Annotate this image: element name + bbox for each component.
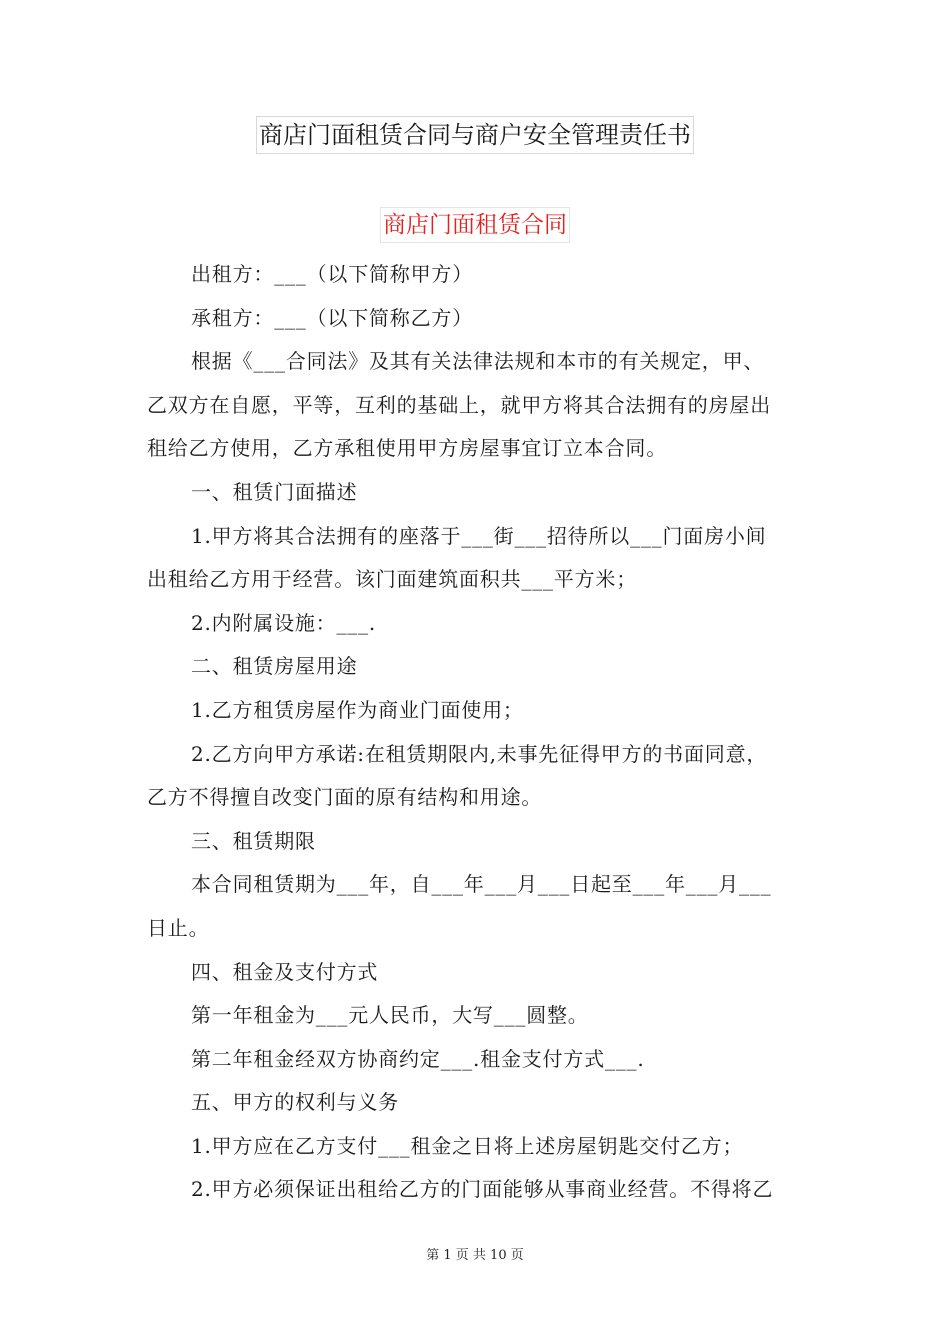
contract-paragraph-line: 承租方：___（以下简称乙方） [191, 305, 473, 330]
contract-paragraph-line: 1.甲方应在乙方支付___租金之日将上述房屋钥匙交付乙方； [191, 1133, 744, 1158]
contract-paragraph-line: 根据《___合同法》及其有关法律法规和本市的有关规定，甲、 [191, 349, 765, 374]
contract-paragraph-line: 乙方不得擅自改变门面的原有结构和用途。 [147, 785, 543, 810]
contract-paragraph-line: 2.乙方向甲方承诺:在租赁期限内,未事先征得甲方的书面同意， [191, 741, 768, 766]
contract-paragraph-line: 乙双方在自愿，平等，互利的基础上，就甲方将其合法拥有的房屋出 [147, 392, 771, 417]
contract-paragraph-line: 三、租赁期限 [191, 828, 316, 853]
contract-paragraph-line: 二、租赁房屋用途 [191, 654, 358, 679]
contract-paragraph-line: 五、甲方的权利与义务 [191, 1090, 399, 1115]
document-title-text: 商店门面租赁合同与商户安全管理责任书 [256, 116, 694, 154]
contract-paragraph-line: 出租给乙方用于经营。该门面建筑面积共___平方米； [147, 567, 637, 592]
contract-paragraph-line: 1.甲方将其合法拥有的座落于___街___招待所以___门面房小间 [191, 523, 767, 548]
contract-paragraph-line: 2.内附属设施：___. [191, 610, 377, 635]
contract-paragraph-line: 四、租金及支付方式 [191, 959, 379, 984]
contract-paragraph-line: 第二年租金经双方协商约定___.租金支付方式___. [191, 1046, 645, 1071]
contract-subtitle [0, 207, 950, 243]
contract-paragraph-line: 第一年租金为___元人民币，大写___圆整。 [191, 1003, 589, 1028]
contract-paragraph-line: 出租方：___（以下简称甲方） [191, 262, 473, 286]
contract-paragraph-line: 日止。 [147, 915, 210, 940]
contract-body [147, 253, 812, 1212]
contract-paragraph-line: 本合同租赁期为___年，自___年___月___日起至___年___月___ [191, 872, 772, 897]
page-footer: 第 1 页 共 10 页 [426, 1248, 524, 1263]
contract-paragraph-line: 一、租赁门面描述 [191, 479, 358, 504]
document-title [0, 116, 950, 154]
contract-paragraph-line: 租给乙方使用，乙方承租使用甲方房屋事宜订立本合同。 [147, 436, 667, 461]
contract-paragraph-line: 2.甲方必须保证出租给乙方的门面能够从事商业经营。不得将乙 [191, 1177, 774, 1202]
contract-subtitle-text: 商店门面租赁合同 [380, 207, 570, 243]
contract-paragraph-line: 1.乙方租赁房屋作为商业门面使用； [191, 697, 524, 722]
